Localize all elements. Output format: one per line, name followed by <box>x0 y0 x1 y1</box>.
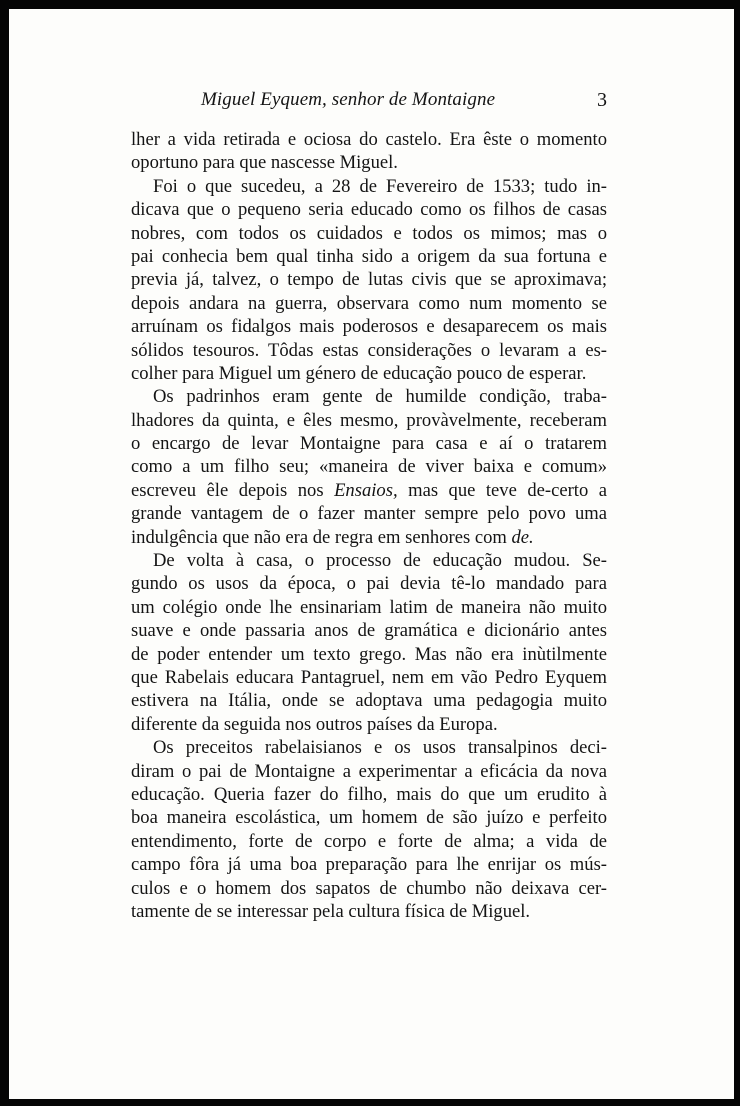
text-line: como a um filho seu; «maneira de viver baixa e comum» <box>131 456 607 478</box>
text-line: Os preceitos rabelaisianos e os usos transalpinos deci- <box>153 737 607 759</box>
text-line: previa já, talvez, o tempo de lutas civis que se aproximava; <box>131 269 607 291</box>
text-line: De volta à casa, o processo de educação mudou. Se- <box>153 550 607 572</box>
text-line: depois andara na guerra, observara como num momento se <box>131 292 607 314</box>
text-line: gundo os usos da época, o pai devia tê-lo mandado para <box>131 573 607 595</box>
text-line: entendimento, forte de corpo e forte de alma; a vida de <box>131 830 607 852</box>
text-line: suave e onde passaria anos de gramática e dicionário antes <box>131 620 607 642</box>
paragraph-1 <box>131 128 607 175</box>
text-line: estivera na Itália, onde se adoptava uma pedagogia muito <box>131 690 607 712</box>
text-line-with-italic <box>131 479 607 502</box>
text-line: tamente de se interessar pela cultura física de Miguel. <box>131 900 531 922</box>
text-line: nobres, com todos os cuidados e todos os mimos; mas o <box>131 222 607 244</box>
text-line: culos e o homem dos sapatos de chumbo não deixava cer- <box>131 877 607 899</box>
text-line: o encargo de levar Montaigne para casa e aí o tratarem <box>131 433 607 455</box>
page-body <box>131 128 607 923</box>
paragraph-2 <box>131 175 607 386</box>
text-line: sólidos tesouros. Tôdas estas considerações o levaram a es- <box>131 339 607 361</box>
italic-word: de. <box>511 526 534 548</box>
paragraph-4 <box>131 549 607 736</box>
running-head-title: Miguel Eyquem, senhor de Montaigne <box>201 89 496 110</box>
text-line: Foi o que sucedeu, a 28 de Fevereiro de 1533; tudo in- <box>153 175 607 197</box>
text-line: lhadores da quinta, e êles mesmo, provàvelmente, receberam <box>131 409 607 431</box>
text-line: diferente da seguida nos outros países da Europa. <box>131 713 498 735</box>
italic-title: Ensaios, <box>334 479 398 501</box>
text-line: de poder entender um texto grego. Mas não era inùtilmente <box>131 643 607 665</box>
text-line: arruínam os fidalgos mais poderosos e desaparecem os mais <box>131 316 607 338</box>
paragraph-3 <box>131 385 607 549</box>
text-line: campo fôra já uma boa preparação para lhe enrijar os mús- <box>131 854 607 876</box>
text-line: educação. Queria fazer do filho, mais do que um erudito à <box>131 783 607 805</box>
text-line: boa maneira escolástica, um homem de são juízo e perfeito <box>131 807 607 829</box>
text-line: pai conhecia bem qual tinha sido a origem da sua fortuna e <box>131 245 607 267</box>
paragraph-5 <box>131 736 607 923</box>
text-line: que Rabelais educara Pantagruel, nem em vão Pedro Eyquem <box>131 666 607 688</box>
text-line: colher para Miguel um género de educação pouco de esperar. <box>131 362 587 384</box>
text-line: oportuno para que nascesse Miguel. <box>131 152 398 174</box>
text-segment: mas que teve de-certo a <box>397 479 607 501</box>
text-line: um colégio onde lhe ensinariam latim de maneira não muito <box>131 596 607 618</box>
page-number: 3 <box>597 89 607 111</box>
text-line: diram o pai de Montaigne a experimentar a eficácia da nova <box>131 760 607 782</box>
text-line: lher a vida retirada e ociosa do castelo. Era êste o momento <box>131 129 607 150</box>
text-line: grande vantagem de o fazer manter sempre pelo povo uma <box>131 503 607 525</box>
running-head <box>131 89 607 117</box>
text-segment: escreveu êle depois nos <box>131 479 335 501</box>
text-segment: indulgência que não era de regra em senhores com <box>131 526 512 548</box>
text-line: Os padrinhos eram gente de humilde condição, traba- <box>153 386 607 408</box>
text-line: dicava que o pequeno seria educado como os filhos de casas <box>131 199 607 221</box>
text-line-with-italic <box>131 526 607 549</box>
